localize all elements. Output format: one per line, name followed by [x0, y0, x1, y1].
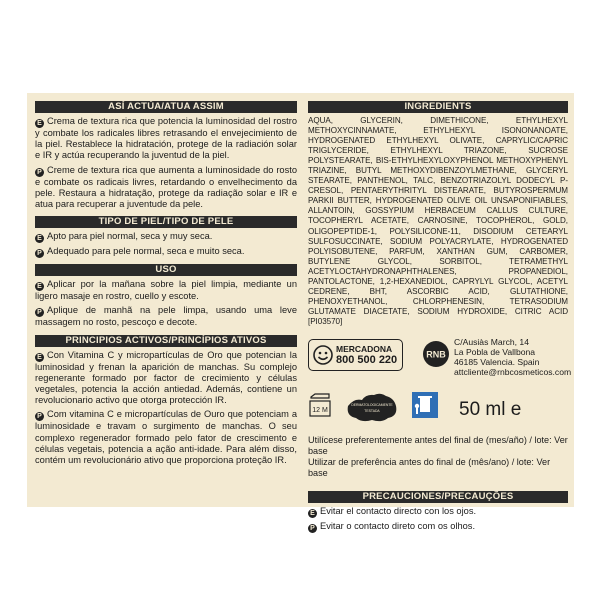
address-line: La Pobla de Vallbona	[454, 346, 536, 357]
portuguese-mark-icon: P	[35, 168, 44, 177]
rnb-logo	[422, 340, 450, 368]
estimated-mark-icon: e	[510, 398, 522, 420]
section-title: TIPO DE PIEL/TIPO DE PELE	[35, 216, 297, 228]
section-tipo-piel	[35, 216, 297, 258]
spanish-mark-icon: E	[35, 119, 44, 128]
section-ingredients	[308, 101, 568, 327]
mercadona-contact-box	[308, 339, 403, 371]
volume-label: 50 ml e	[459, 398, 522, 420]
contact-row	[308, 335, 572, 379]
section-title: PRINCIPIOS ACTIVOS/PRINCÍPIOS ATIVOS	[35, 335, 297, 347]
spanish-mark-icon: E	[35, 353, 44, 362]
section-title: PRECAUCIONES/PRECAUÇÕES	[308, 491, 568, 503]
pao-jar-icon	[308, 393, 332, 419]
svg-text:TESTADA: TESTADA	[364, 408, 380, 413]
left-column	[35, 101, 297, 472]
lot-es: Utilícese preferentemente antes del final de (mes/año) / lote: Ver base	[308, 434, 568, 456]
portuguese-mark-icon: P	[35, 249, 44, 258]
dermatological-badge	[344, 390, 400, 426]
text-pt: P Adequado para pele normal, seca e muito seca.	[35, 246, 297, 258]
portuguese-mark-icon: P	[308, 524, 317, 533]
section-como-actua	[35, 101, 297, 210]
section-title: ASÍ ACTÚA/ATUA ASSIM	[35, 101, 297, 113]
spanish-mark-icon: E	[35, 282, 44, 291]
svg-text:RNB: RNB	[426, 349, 446, 360]
spanish-mark-icon: E	[308, 509, 317, 518]
phone-number: 800 500 220	[336, 353, 398, 366]
text-pt: P Creme de textura rica que aumenta a luminosidade do rosto e combate os radicais livres, retardando o envelhecimento da pele. Restaura a hidratação, protege da radiação solar e IR e atua para recuperar a juventude da pele.	[35, 164, 297, 210]
lot-pt: Utilizar de preferência antes do final de (mês/ano) / lote: Ver base	[308, 456, 551, 478]
address-line: C/Ausiàs March, 14	[454, 336, 529, 347]
section-title: USO	[35, 264, 297, 276]
text-es: E Evitar el contacto directo con los ojos.	[308, 506, 568, 518]
spanish-mark-icon: E	[35, 234, 44, 243]
text-pt: P Evitar o contacto direto com os olhos.	[308, 521, 568, 533]
ingredients-list: AQUA, GLYCERIN, DIMETHICONE, ETHYLHEXYL METHOXYCINNAMATE, ETHYLHEXYL ISONONANOATE, HYDROGENATED ETHYLHEXYL OLIVATE, CAPRYLIC/CAPRIC TRIGLYCERIDE, ETHYLHEXYL TRIAZONE, SUCROSE POLYSTEARATE, BIS-ETHYLHEXYLOXYPHENOL METHOXYPHENYL TRIAZINE, BUTYL METHOXYDIBENZOYLMETHANE, GLYCERYL STEARATE, PANTHENOL, TALC, BENZOTRIAZOLYL DODECYL P-CRESOL, PENTAERYTHRITYL DISTEARATE, BUTYROSPERMUM PARKII BUTTER, HYDROGENATED OLIVE OIL UNSAPONIFIABLES, ALLANTOIN, GOSSYPIUM HERBACEUM CALLUS CULTURE, TOCOPHERYL ACETATE, CARNOSINE, TOCOPHEROL, GOLD, OLIGOPEPTIDE-1, POLYSILICONE-11, DISODIUM CETEARYL SULFOSUCCINATE, SODIUM POLYACRYLATE, HYDROGENATED POLYISOBUTENE, PARFUM, XANTHAN GUM, CARBOMER, BUTYLENE GLYCOL, SORBITOL, TETRAMETHYL ACETYLOCTAHYDRONAPHTHALENES, PROPANEDIOL, PANTOLACTONE, 1,2-HEXANEDIOL, CAPRYLYL GLYCOL, ACETYL CEDRENE, BHT, ASCORBIC ACID, GLUTATHIONE, PHENOXYETHANOL, CHLORPHENESIN, TETRASODIUM GLUTAMATE DIACETATE, SODIUM HYDROXIDE, CITRIC ACID [PI03570]	[308, 116, 568, 326]
lot-text	[308, 435, 568, 479]
text-pt: P Aplique de manhã na pele limpa, usando uma leve massagem no rosto, pescoço e decote.	[35, 305, 297, 328]
email-address: attcliente@rnbcosmeticos.com	[454, 366, 572, 377]
text-es: E Apto para piel normal, seca y muy seca.	[35, 231, 297, 243]
svg-text:12 M: 12 M	[312, 406, 328, 414]
portuguese-mark-icon: P	[35, 308, 44, 317]
text-es: E Con Vitamina C y micropartículas de Oro que potencian la luminosidad y frenan la aparición de manchas. Su complejo regenerante formado por factor de crecimiento y células vegetales, potencia la acción antiedad. Además, contiene un revolucionario activo que otorga protección IR.	[35, 349, 297, 406]
section-title: INGREDIENTS	[308, 101, 568, 113]
symbols-row	[308, 385, 568, 433]
face-icon	[313, 345, 333, 365]
recycle-bin-icon	[412, 392, 438, 418]
label-panel	[27, 93, 574, 532]
text-es: E Aplicar por la mañana sobre la piel limpia, mediante un ligero masaje en rostro, cuello y escote.	[35, 279, 297, 302]
text-es: E Crema de textura rica que potencia la luminosidad del rostro y combate los radicales libres retrasando el envejecimiento de la piel. Restablece la hidratación, protege de la radiación solar e IR y actúa recuperando la juventud de la piel.	[35, 116, 297, 161]
section-precauciones	[308, 491, 568, 533]
brand-name: MERCADONA	[336, 343, 393, 354]
text-pt: P Com vitamina C e micropartículas de Ouro que potenciam a luminosidade e travam o surgimento de manchas. O seu complexo regenerador formado pelo fator de crescimento e células vegetais, potencia a ação anti-idade. Para além disso, contém um revolucionário ativo que proporciona proteção IR.	[35, 409, 297, 466]
svg-text:DERMATOLOGICAMENTE: DERMATOLOGICAMENTE	[351, 402, 393, 407]
right-column	[308, 101, 572, 533]
section-uso	[35, 264, 297, 328]
portuguese-mark-icon: P	[35, 412, 44, 421]
address-block	[454, 337, 571, 377]
address-line: 46185 Valencia. Spain	[454, 356, 540, 367]
section-principios	[35, 335, 297, 467]
